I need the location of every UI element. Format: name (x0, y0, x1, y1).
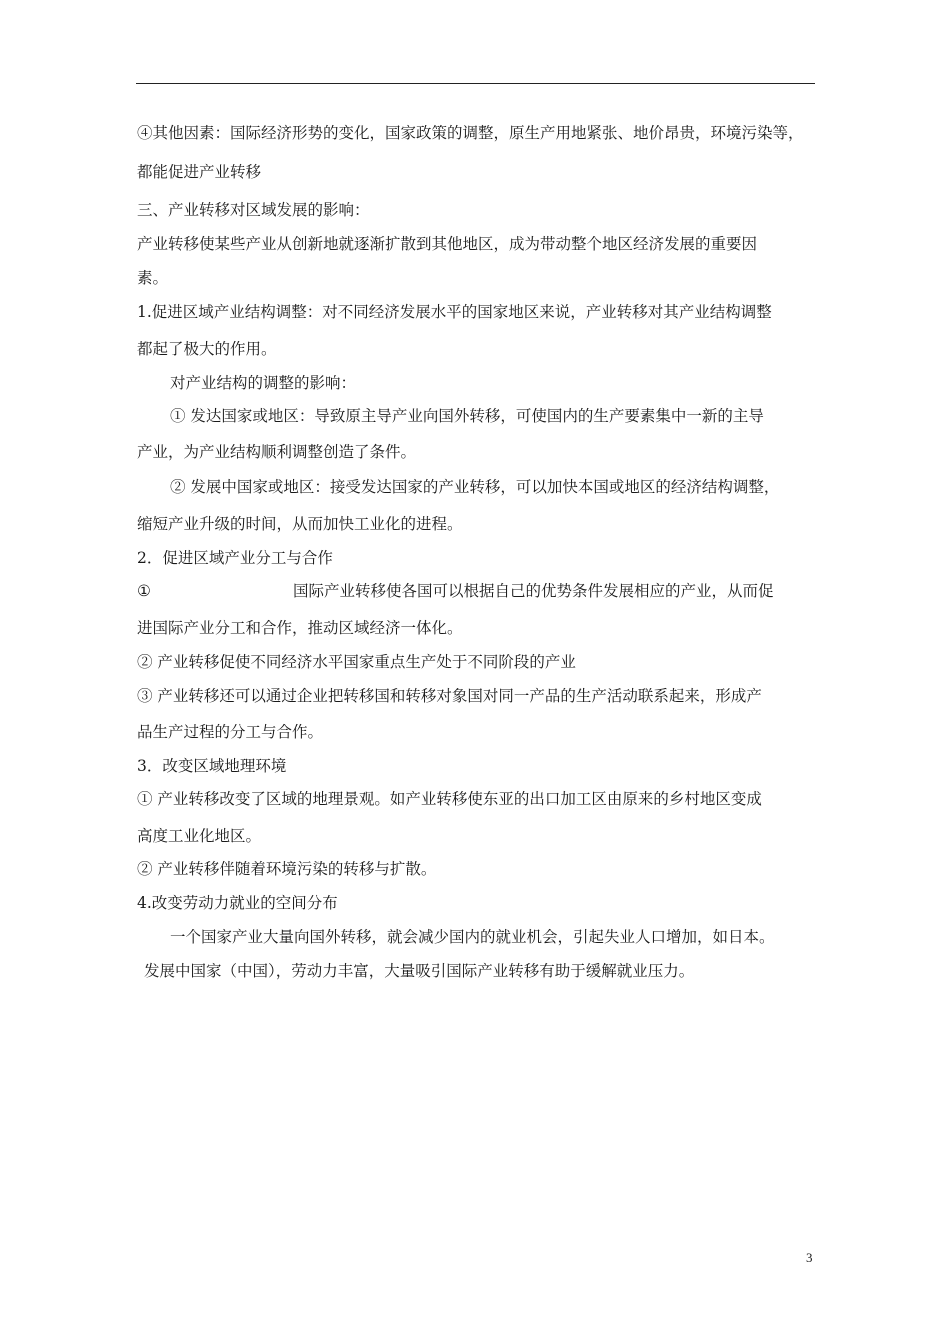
text-line-6: 1.促进区域产业结构调整：对不同经济发展水平的国家地区来说，产业转移对其产业结构调整 (137, 303, 772, 321)
text-line-18: 品生产过程的分工与合作。 (137, 723, 324, 741)
header-rule (136, 83, 815, 84)
text-line-25: 发展中国家（中国），劳动力丰富，大量吸引国际产业转移有助于缓解就业压力。 (144, 962, 695, 980)
text-line-12: 缩短产业升级的时间，从而加快工业化的进程。 (137, 515, 463, 533)
text-line-15: 进国际产业分工和合作，推动区域经济一体化。 (137, 619, 463, 637)
text-line-11: ② 发展中国家或地区：接受发达国家的产业转移，可以加快本国或地区的经济结构调整， (170, 478, 780, 496)
text-line-5: 素。 (137, 269, 169, 287)
subheading-4: 4.改变劳动力就业的空间分布 (137, 894, 338, 912)
text-line-1: ④其他因素：国际经济形势的变化，国家政策的调整，原生产用地紧张、地价昂贵，环境污染等， (137, 124, 804, 142)
subheading-3: 3．改变区域地理环境 (137, 757, 287, 775)
text-line-9: ① 发达国家或地区：导致原主导产业向国外转移，可使国内的生产要素集中一新的主导 (170, 407, 764, 425)
text-line-24: 一个国家产业大量向国外转移，就会减少国内的就业机会，引起失业人口增加，如日本。 (170, 928, 775, 946)
text-line-4: 产业转移使某些产业从创新地就逐渐扩散到其他地区，成为带动整个地区经济发展的重要因 (137, 235, 758, 253)
text-line-16: ② 产业转移促使不同经济水平国家重点生产处于不同阶段的产业 (137, 653, 576, 671)
text-line-8: 对产业结构的调整的影响： (170, 374, 357, 392)
section-heading-3: 三、产业转移对区域发展的影响： (137, 201, 370, 219)
text-line-10: 产业，为产业结构顺利调整创造了条件。 (137, 443, 417, 461)
text-line-2: 都能促进产业转移 (137, 163, 262, 181)
text-line-14: 国际产业转移使各国可以根据自己的优势条件发展相应的产业，从而促 (293, 582, 774, 600)
page-number: 3 (806, 1250, 813, 1265)
text-line-21: 高度工业化地区。 (137, 827, 262, 845)
text-line-17: ③ 产业转移还可以通过企业把转移国和转移对象国对同一产品的生产活动联系起来，形成产 (137, 687, 762, 705)
text-line-7: 都起了极大的作用。 (137, 340, 277, 358)
text-line-22: ② 产业转移伴随着环境污染的转移与扩散。 (137, 860, 437, 878)
subheading-2: 2．促进区域产业分工与合作 (137, 549, 333, 567)
text-line-20: ① 产业转移改变了区域的地理景观。如产业转移使东亚的出口加工区由原来的乡村地区变成 (137, 790, 762, 808)
circled-marker-1: ① (137, 582, 151, 600)
